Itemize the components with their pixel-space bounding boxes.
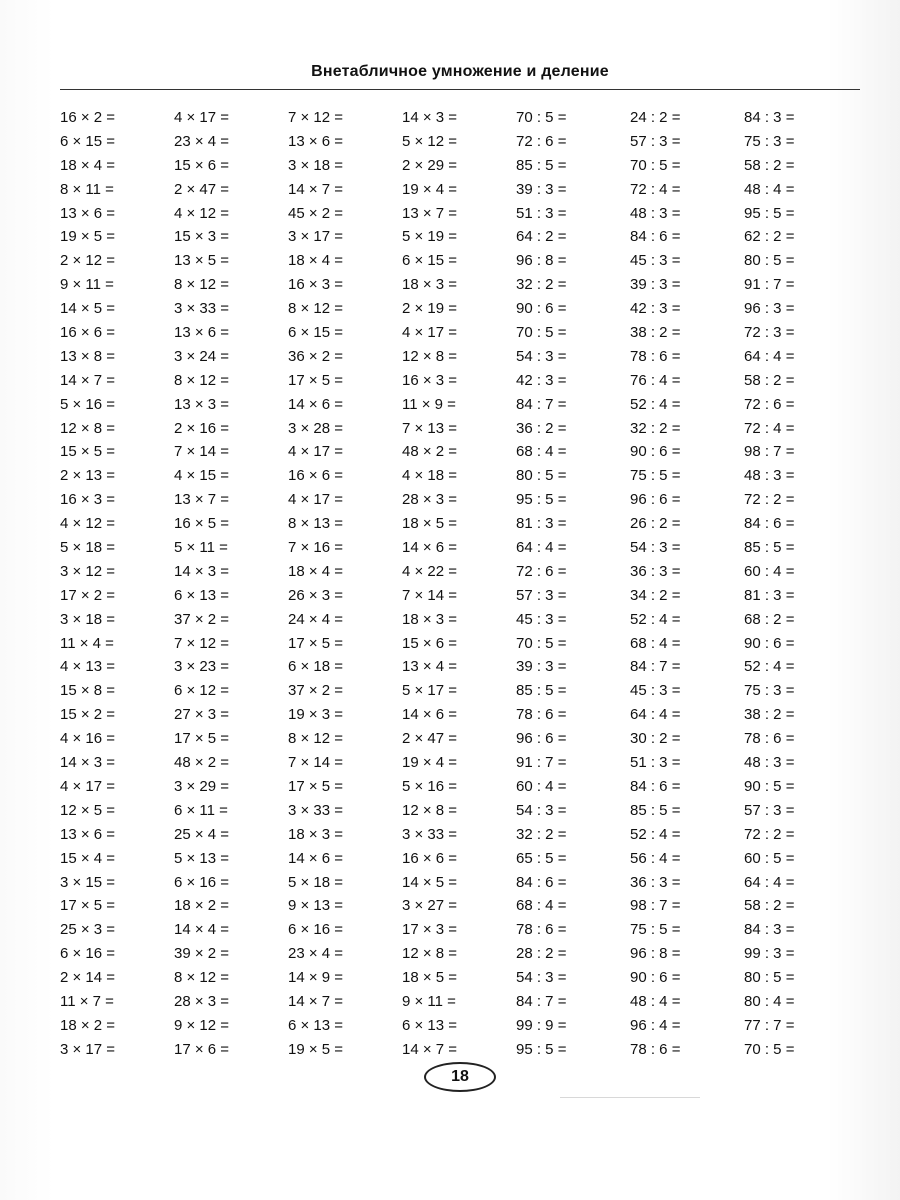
exercise-item: 76 : 4 =: [630, 371, 681, 389]
exercise-item: 17 × 5 =: [288, 777, 344, 795]
exercise-item: 7 × 12 =: [288, 109, 344, 126]
exercise-item: 16 × 3 =: [60, 491, 116, 509]
exercise-item: 6 × 16 =: [174, 873, 230, 891]
exercise-item: 2 × 47 =: [402, 730, 458, 748]
exercise-item: 18 × 5 =: [402, 969, 458, 987]
exercise-item: 42 : 3 =: [516, 371, 567, 389]
exercise-item: 62 : 2 =: [744, 228, 795, 246]
exercise-item: 45 : 3 =: [630, 252, 681, 270]
exercise-item: 6 × 13 =: [288, 1016, 344, 1034]
exercise-item: 3 × 18 =: [288, 156, 344, 174]
exercise-item: 16 × 2 =: [60, 109, 116, 126]
exercise-item: 4 × 15 =: [174, 467, 230, 485]
page-title: Внетабличное умножение и деление: [311, 63, 609, 80]
exercise-item: 26 : 2 =: [630, 515, 681, 533]
exercise-item: 16 × 3 =: [288, 276, 344, 294]
exercise-item: 96 : 4 =: [630, 1016, 681, 1034]
exercise-item: 42 : 3 =: [630, 300, 681, 318]
exercise-item: 18 × 4 =: [288, 252, 344, 270]
exercise-item: 68 : 4 =: [630, 634, 681, 652]
exercise-item: 78 : 6 =: [630, 1040, 681, 1058]
exercise-item: 95 : 5 =: [744, 204, 795, 222]
exercise-item: 2 × 29 =: [402, 156, 458, 174]
exercise-item: 6 × 13 =: [402, 1016, 458, 1034]
exercise-item: 60 : 4 =: [744, 562, 795, 580]
exercise-item: 4 × 17 =: [402, 324, 458, 342]
exercise-item: 9 × 11 =: [402, 992, 456, 1010]
exercise-item: 14 × 9 =: [288, 969, 344, 987]
exercise-item: 4 × 17 =: [174, 109, 230, 126]
exercise-item: 72 : 6 =: [744, 395, 795, 413]
exercise-item: 13 × 7 =: [402, 204, 458, 222]
exercise-item: 9 × 13 =: [288, 897, 344, 915]
exercise-item: 2 × 16 =: [174, 419, 230, 437]
exercise-item: 70 : 5 =: [630, 156, 681, 174]
exercise-item: 58 : 2 =: [744, 897, 795, 915]
exercise-item: 17 × 5 =: [60, 897, 116, 915]
exercise-grid: [60, 106, 860, 1062]
exercise-item: 84 : 6 =: [630, 777, 681, 795]
exercise-column-6: [630, 106, 744, 1062]
exercise-item: 99 : 3 =: [744, 945, 795, 963]
exercise-item: 48 : 3 =: [744, 754, 795, 772]
exercise-item: 23 × 4 =: [174, 132, 230, 150]
exercise-item: 85 : 5 =: [516, 682, 567, 700]
exercise-item: 3 × 17 =: [60, 1040, 116, 1058]
exercise-item: 28 × 3 =: [174, 992, 230, 1010]
exercise-item: 6 × 18 =: [288, 658, 344, 676]
exercise-item: 19 × 5 =: [288, 1040, 344, 1058]
exercise-item: 4 × 18 =: [402, 467, 458, 485]
exercise-item: 48 : 3 =: [630, 204, 681, 222]
exercise-item: 8 × 13 =: [288, 515, 344, 533]
exercise-item: 3 × 23 =: [174, 658, 230, 676]
exercise-item: 84 : 7 =: [516, 395, 567, 413]
exercise-item: 11 × 7 =: [60, 992, 114, 1010]
exercise-item: 19 × 3 =: [288, 706, 344, 724]
exercise-item: 14 × 3 =: [60, 754, 116, 772]
exercise-item: 5 × 19 =: [402, 228, 458, 246]
exercise-item: 95 : 5 =: [516, 1040, 567, 1058]
exercise-item: 64 : 2 =: [516, 228, 567, 246]
exercise-item: 84 : 3 =: [744, 921, 795, 939]
exercise-item: 18 × 2 =: [60, 1016, 116, 1034]
exercise-item: 11 × 4 =: [60, 634, 114, 652]
exercise-item: 14 × 7 =: [402, 1040, 458, 1058]
exercise-item: 68 : 4 =: [516, 443, 567, 461]
exercise-item: 64 : 4 =: [630, 706, 681, 724]
exercise-item: 52 : 4 =: [630, 610, 681, 628]
exercise-item: 32 : 2 =: [516, 825, 567, 843]
exercise-item: 51 : 3 =: [516, 204, 567, 222]
exercise-item: 96 : 8 =: [630, 945, 681, 963]
exercise-item: 14 × 5 =: [60, 300, 116, 318]
exercise-item: 72 : 6 =: [516, 562, 567, 580]
exercise-item: 12 × 8 =: [402, 347, 458, 365]
exercise-item: 14 × 7 =: [288, 180, 344, 198]
exercise-item: 90 : 5 =: [744, 777, 795, 795]
exercise-item: 84 : 7 =: [516, 992, 567, 1010]
exercise-item: 32 : 2 =: [516, 276, 567, 294]
exercise-item: 70 : 5 =: [516, 324, 567, 342]
exercise-item: 57 : 3 =: [516, 586, 567, 604]
exercise-item: 7 × 12 =: [174, 634, 230, 652]
exercise-item: 45 : 3 =: [630, 682, 681, 700]
exercise-item: 13 × 5 =: [174, 252, 230, 270]
exercise-item: 11 × 9 =: [402, 395, 456, 413]
exercise-item: 64 : 4 =: [516, 539, 567, 557]
exercise-item: 52 : 4 =: [630, 825, 681, 843]
exercise-item: 36 : 3 =: [630, 873, 681, 891]
exercise-column-4: [402, 106, 516, 1062]
exercise-item: 18 × 2 =: [174, 897, 230, 915]
exercise-item: 77 : 7 =: [744, 1016, 795, 1034]
exercise-item: 98 : 7 =: [630, 897, 681, 915]
exercise-item: 3 × 12 =: [60, 562, 116, 580]
exercise-item: 14 × 6 =: [402, 706, 458, 724]
exercise-item: 91 : 7 =: [516, 754, 567, 772]
exercise-item: 17 × 2 =: [60, 586, 116, 604]
exercise-item: 5 × 18 =: [60, 539, 116, 557]
exercise-column-7: [744, 106, 858, 1062]
exercise-item: 15 × 5 =: [60, 443, 116, 461]
exercise-item: 70 : 5 =: [516, 109, 567, 126]
exercise-item: 96 : 8 =: [516, 252, 567, 270]
exercise-item: 14 × 7 =: [288, 992, 344, 1010]
exercise-item: 4 × 17 =: [288, 443, 344, 461]
exercise-item: 8 × 11 =: [60, 180, 114, 198]
exercise-item: 14 × 7 =: [60, 371, 116, 389]
exercise-item: 6 × 15 =: [60, 132, 116, 150]
exercise-item: 2 × 14 =: [60, 969, 116, 987]
exercise-item: 72 : 2 =: [744, 491, 795, 509]
exercise-item: 15 × 4 =: [60, 849, 116, 867]
exercise-item: 16 × 6 =: [60, 324, 116, 342]
exercise-item: 14 × 6 =: [402, 539, 458, 557]
exercise-item: 15 × 6 =: [174, 156, 230, 174]
exercise-item: 9 × 12 =: [174, 1016, 230, 1034]
exercise-item: 51 : 3 =: [630, 754, 681, 772]
exercise-item: 23 × 4 =: [288, 945, 344, 963]
exercise-item: 52 : 4 =: [630, 395, 681, 413]
exercise-item: 7 × 13 =: [402, 419, 458, 437]
exercise-item: 14 × 6 =: [288, 395, 344, 413]
exercise-item: 5 × 18 =: [288, 873, 344, 891]
exercise-item: 13 × 3 =: [174, 395, 230, 413]
exercise-item: 14 × 5 =: [402, 873, 458, 891]
exercise-item: 39 : 3 =: [516, 658, 567, 676]
exercise-item: 57 : 3 =: [744, 801, 795, 819]
exercise-item: 70 : 5 =: [744, 1040, 795, 1058]
page-number: 18: [424, 1062, 496, 1092]
exercise-item: 12 × 8 =: [402, 801, 458, 819]
exercise-item: 45 : 3 =: [516, 610, 567, 628]
exercise-item: 81 : 3 =: [744, 586, 795, 604]
exercise-item: 80 : 5 =: [516, 467, 567, 485]
exercise-item: 54 : 3 =: [516, 347, 567, 365]
exercise-item: 5 × 16 =: [402, 777, 458, 795]
exercise-item: 14 × 3 =: [402, 109, 458, 126]
exercise-item: 78 : 6 =: [744, 730, 795, 748]
exercise-item: 39 × 2 =: [174, 945, 230, 963]
exercise-item: 5 × 13 =: [174, 849, 230, 867]
exercise-item: 3 × 27 =: [402, 897, 458, 915]
exercise-item: 56 : 4 =: [630, 849, 681, 867]
exercise-item: 72 : 4 =: [630, 180, 681, 198]
header-divider: [60, 89, 860, 90]
exercise-item: 24 : 2 =: [630, 109, 681, 126]
exercise-item: 17 × 5 =: [288, 371, 344, 389]
exercise-item: 15 × 2 =: [60, 706, 116, 724]
exercise-item: 85 : 5 =: [516, 156, 567, 174]
exercise-item: 48 × 2 =: [402, 443, 458, 461]
exercise-item: 12 × 8 =: [60, 419, 116, 437]
exercise-item: 36 : 2 =: [516, 419, 567, 437]
exercise-item: 70 : 5 =: [516, 634, 567, 652]
exercise-item: 72 : 6 =: [516, 132, 567, 150]
exercise-item: 19 × 5 =: [60, 228, 116, 246]
exercise-item: 7 × 16 =: [288, 539, 344, 557]
exercise-item: 25 × 4 =: [174, 825, 230, 843]
exercise-item: 14 × 6 =: [288, 849, 344, 867]
exercise-item: 65 : 5 =: [516, 849, 567, 867]
exercise-item: 8 × 12 =: [288, 730, 344, 748]
exercise-item: 13 × 7 =: [174, 491, 230, 509]
exercise-item: 90 : 6 =: [630, 969, 681, 987]
exercise-item: 16 × 6 =: [402, 849, 458, 867]
exercise-item: 34 : 2 =: [630, 586, 681, 604]
exercise-item: 39 : 3 =: [516, 180, 567, 198]
exercise-item: 45 × 2 =: [288, 204, 344, 222]
exercise-item: 15 × 6 =: [402, 634, 458, 652]
exercise-item: 72 : 2 =: [744, 825, 795, 843]
exercise-item: 37 × 2 =: [174, 610, 230, 628]
exercise-item: 3 × 15 =: [60, 873, 116, 891]
page-number-badge: [424, 1062, 496, 1092]
exercise-item: 75 : 3 =: [744, 132, 795, 150]
exercise-item: 17 × 3 =: [402, 921, 458, 939]
exercise-item: 7 × 14 =: [288, 754, 344, 772]
exercise-item: 26 × 3 =: [288, 586, 344, 604]
exercise-item: 18 × 5 =: [402, 515, 458, 533]
exercise-item: 5 × 17 =: [402, 682, 458, 700]
exercise-item: 48 × 2 =: [174, 754, 230, 772]
exercise-item: 3 × 17 =: [288, 228, 344, 246]
exercise-item: 37 × 2 =: [288, 682, 344, 700]
exercise-item: 7 × 14 =: [402, 586, 458, 604]
exercise-item: 68 : 2 =: [744, 610, 795, 628]
exercise-item: 38 : 2 =: [744, 706, 795, 724]
exercise-item: 84 : 7 =: [630, 658, 681, 676]
exercise-item: 80 : 5 =: [744, 969, 795, 987]
exercise-item: 90 : 6 =: [516, 300, 567, 318]
exercise-item: 75 : 5 =: [630, 921, 681, 939]
exercise-item: 3 × 33 =: [402, 825, 458, 843]
exercise-item: 36 × 2 =: [288, 347, 344, 365]
exercise-item: 25 × 3 =: [60, 921, 116, 939]
exercise-item: 54 : 3 =: [516, 801, 567, 819]
exercise-item: 8 × 12 =: [174, 371, 230, 389]
exercise-item: 28 : 2 =: [516, 945, 567, 963]
exercise-item: 84 : 6 =: [630, 228, 681, 246]
exercise-item: 48 : 4 =: [630, 992, 681, 1010]
exercise-item: 17 × 5 =: [288, 634, 344, 652]
exercise-item: 7 × 14 =: [174, 443, 230, 461]
exercise-item: 4 × 13 =: [60, 658, 116, 676]
exercise-item: 28 × 3 =: [402, 491, 458, 509]
exercise-item: 4 × 12 =: [60, 515, 116, 533]
exercise-item: 18 × 3 =: [288, 825, 344, 843]
exercise-item: 8 × 12 =: [288, 300, 344, 318]
exercise-item: 4 × 16 =: [60, 730, 116, 748]
exercise-item: 5 × 16 =: [60, 395, 116, 413]
exercise-item: 13 × 6 =: [60, 825, 116, 843]
exercise-item: 15 × 8 =: [60, 682, 116, 700]
exercise-column-3: [288, 106, 402, 1062]
exercise-item: 13 × 8 =: [60, 347, 116, 365]
exercise-item: 3 × 18 =: [60, 610, 116, 628]
exercise-item: 99 : 9 =: [516, 1016, 567, 1034]
exercise-item: 36 : 3 =: [630, 562, 681, 580]
exercise-item: 4 × 17 =: [60, 777, 116, 795]
exercise-item: 17 × 6 =: [174, 1040, 230, 1058]
exercise-item: 3 × 28 =: [288, 419, 344, 437]
exercise-item: 18 × 3 =: [402, 610, 458, 628]
exercise-item: 27 × 3 =: [174, 706, 230, 724]
exercise-item: 14 × 3 =: [174, 562, 230, 580]
exercise-item: 19 × 4 =: [402, 180, 458, 198]
exercise-item: 6 × 11 =: [174, 801, 228, 819]
exercise-item: 84 : 3 =: [744, 109, 795, 126]
exercise-item: 52 : 4 =: [744, 658, 795, 676]
exercise-item: 75 : 5 =: [630, 467, 681, 485]
exercise-item: 84 : 6 =: [744, 515, 795, 533]
exercise-item: 2 × 13 =: [60, 467, 116, 485]
exercise-item: 90 : 6 =: [630, 443, 681, 461]
exercise-item: 24 × 4 =: [288, 610, 344, 628]
exercise-item: 6 × 13 =: [174, 586, 230, 604]
exercise-item: 95 : 5 =: [516, 491, 567, 509]
exercise-item: 72 : 3 =: [744, 324, 795, 342]
exercise-item: 54 : 3 =: [630, 539, 681, 557]
exercise-item: 85 : 5 =: [744, 539, 795, 557]
exercise-item: 18 × 4 =: [60, 156, 116, 174]
exercise-item: 80 : 4 =: [744, 992, 795, 1010]
exercise-item: 39 : 3 =: [630, 276, 681, 294]
exercise-item: 13 × 6 =: [288, 132, 344, 150]
exercise-item: 6 × 15 =: [402, 252, 458, 270]
exercise-item: 13 × 6 =: [60, 204, 116, 222]
exercise-column-2: [174, 106, 288, 1062]
exercise-item: 48 : 3 =: [744, 467, 795, 485]
exercise-item: 75 : 3 =: [744, 682, 795, 700]
exercise-item: 4 × 17 =: [288, 491, 344, 509]
exercise-item: 91 : 7 =: [744, 276, 795, 294]
exercise-item: 84 : 6 =: [516, 873, 567, 891]
exercise-item: 68 : 4 =: [516, 897, 567, 915]
exercise-item: 3 × 33 =: [288, 801, 344, 819]
exercise-item: 15 × 3 =: [174, 228, 230, 246]
exercise-item: 4 × 22 =: [402, 562, 458, 580]
exercise-item: 38 : 2 =: [630, 324, 681, 342]
exercise-item: 60 : 5 =: [744, 849, 795, 867]
exercise-item: 8 × 12 =: [174, 969, 230, 987]
exercise-column-1: [60, 106, 174, 1062]
exercise-item: 81 : 3 =: [516, 515, 567, 533]
exercise-item: 6 × 12 =: [174, 682, 230, 700]
exercise-item: 12 × 5 =: [60, 801, 116, 819]
exercise-item: 2 × 47 =: [174, 180, 230, 198]
exercise-item: 96 : 6 =: [630, 491, 681, 509]
exercise-item: 6 × 16 =: [60, 945, 116, 963]
exercise-item: 96 : 3 =: [744, 300, 795, 318]
exercise-item: 54 : 3 =: [516, 969, 567, 987]
exercise-item: 85 : 5 =: [630, 801, 681, 819]
exercise-item: 98 : 7 =: [744, 443, 795, 461]
exercise-item: 16 × 6 =: [288, 467, 344, 485]
exercise-item: 17 × 5 =: [174, 730, 230, 748]
exercise-item: 57 : 3 =: [630, 132, 681, 150]
exercise-item: 3 × 33 =: [174, 300, 230, 318]
exercise-item: 6 × 15 =: [288, 324, 344, 342]
exercise-item: 3 × 24 =: [174, 347, 230, 365]
exercise-item: 14 × 4 =: [174, 921, 230, 939]
exercise-item: 58 : 2 =: [744, 156, 795, 174]
exercise-item: 64 : 4 =: [744, 873, 795, 891]
exercise-item: 60 : 4 =: [516, 777, 567, 795]
exercise-item: 48 : 4 =: [744, 180, 795, 198]
exercise-item: 5 × 11 =: [174, 539, 228, 557]
exercise-item: 32 : 2 =: [630, 419, 681, 437]
exercise-item: 8 × 12 =: [174, 276, 230, 294]
exercise-item: 18 × 3 =: [402, 276, 458, 294]
exercise-item: 78 : 6 =: [630, 347, 681, 365]
exercise-item: 5 × 12 =: [402, 132, 458, 150]
exercise-item: 16 × 3 =: [402, 371, 458, 389]
exercise-column-5: [516, 106, 630, 1062]
exercise-item: 78 : 6 =: [516, 921, 567, 939]
exercise-item: 13 × 6 =: [174, 324, 230, 342]
exercise-item: 13 × 4 =: [402, 658, 458, 676]
exercise-item: 96 : 6 =: [516, 730, 567, 748]
exercise-item: 2 × 19 =: [402, 300, 458, 318]
exercise-item: 3 × 29 =: [174, 777, 230, 795]
exercise-item: 2 × 12 =: [60, 252, 116, 270]
exercise-item: 58 : 2 =: [744, 371, 795, 389]
exercise-item: 4 × 12 =: [174, 204, 230, 222]
exercise-item: 19 × 4 =: [402, 754, 458, 772]
bleed-through-line: [560, 1097, 700, 1098]
exercise-item: 30 : 2 =: [630, 730, 681, 748]
exercise-item: 90 : 6 =: [744, 634, 795, 652]
exercise-item: 80 : 5 =: [744, 252, 795, 270]
exercise-item: 12 × 8 =: [402, 945, 458, 963]
exercise-item: 78 : 6 =: [516, 706, 567, 724]
exercise-item: 18 × 4 =: [288, 562, 344, 580]
exercise-item: 72 : 4 =: [744, 419, 795, 437]
exercise-item: 16 × 5 =: [174, 515, 230, 533]
exercise-item: 64 : 4 =: [744, 347, 795, 365]
exercise-item: 9 × 11 =: [60, 276, 114, 294]
exercise-item: 6 × 16 =: [288, 921, 344, 939]
